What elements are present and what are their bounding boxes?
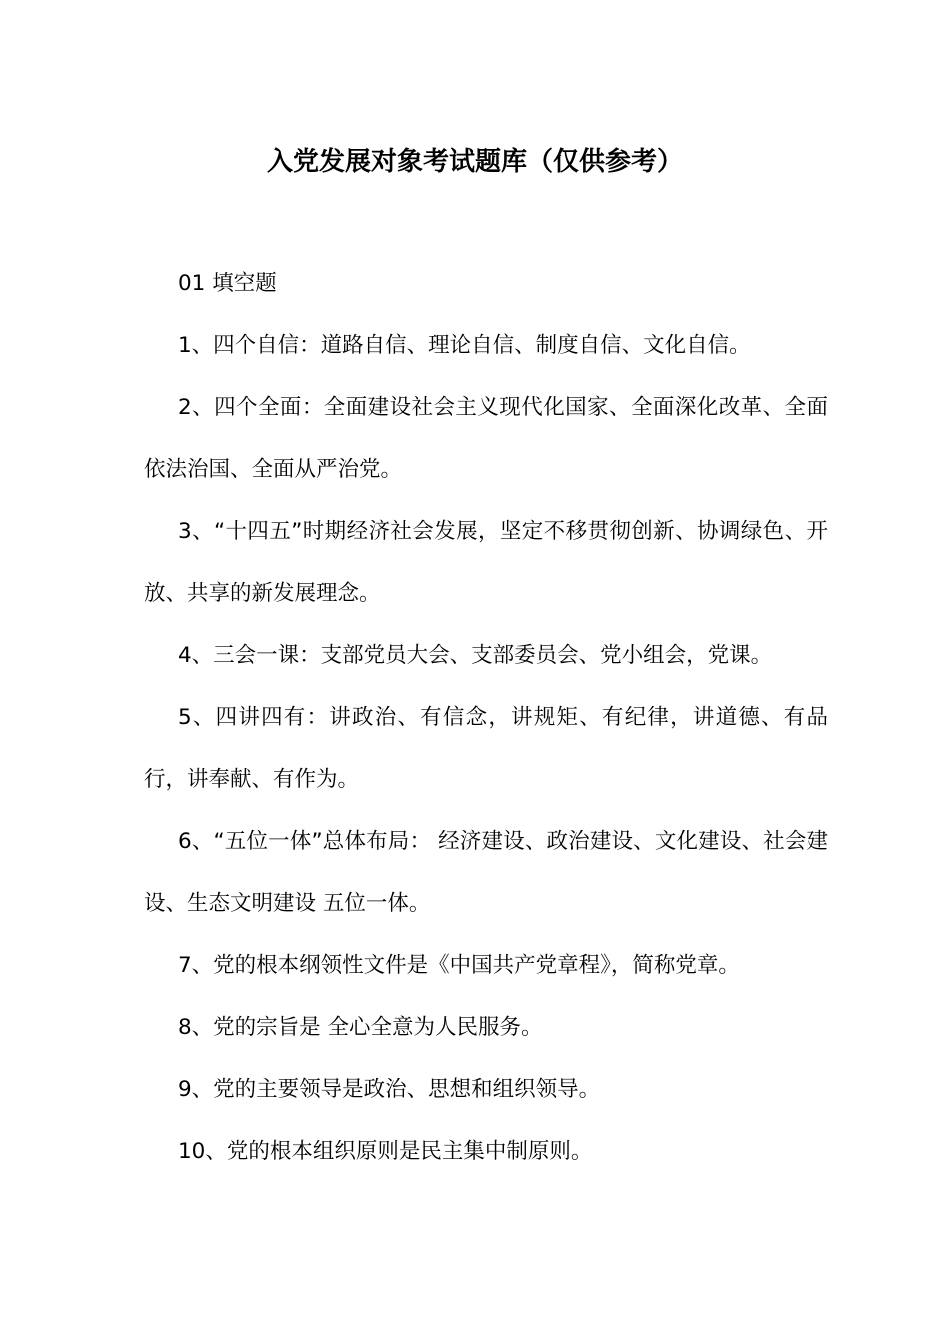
question-item: 8、党的宗旨是 全心全意为人民服务。 <box>178 1015 543 1040</box>
question-item: 2、四个全面：全面建设社会主义现代化国家、全面深化改革、全面依法治国、全面从严治党。 <box>144 395 828 482</box>
question-item: 10、党的根本组织原则是民主集中制原则。 <box>178 1139 593 1164</box>
question-item: 4、三会一课：支部党员大会、支部委员会、党小组会，党课。 <box>178 643 773 668</box>
question-item: 3、“十四五”时期经济社会发展，坚定不移贯彻创新、协调绿色、开放、共享的新发展理念。 <box>144 519 828 606</box>
section-heading: 01 填空题 <box>178 271 277 296</box>
question-item: 5、四讲四有：讲政治、有信念，讲规矩、有纪律，讲道德、有品行，讲奉献、有作为。 <box>144 705 828 792</box>
document-body <box>144 253 828 1183</box>
question-item: 9、党的主要领导是政治、思想和组织领导。 <box>178 1077 601 1102</box>
question-item: 7、党的根本纲领性文件是《中国共产党章程》，简称党章。 <box>178 953 740 978</box>
document-title: 入党发展对象考试题库（仅供参考） <box>266 147 683 177</box>
question-item: 1、四个自信：道路自信、理论自信、制度自信、文化自信。 <box>178 333 751 358</box>
question-item: 6、“五位一体”总体布局： 经济建设、政治建设、文化建设、社会建设、生态文明建设 五位一体。 <box>144 829 828 916</box>
